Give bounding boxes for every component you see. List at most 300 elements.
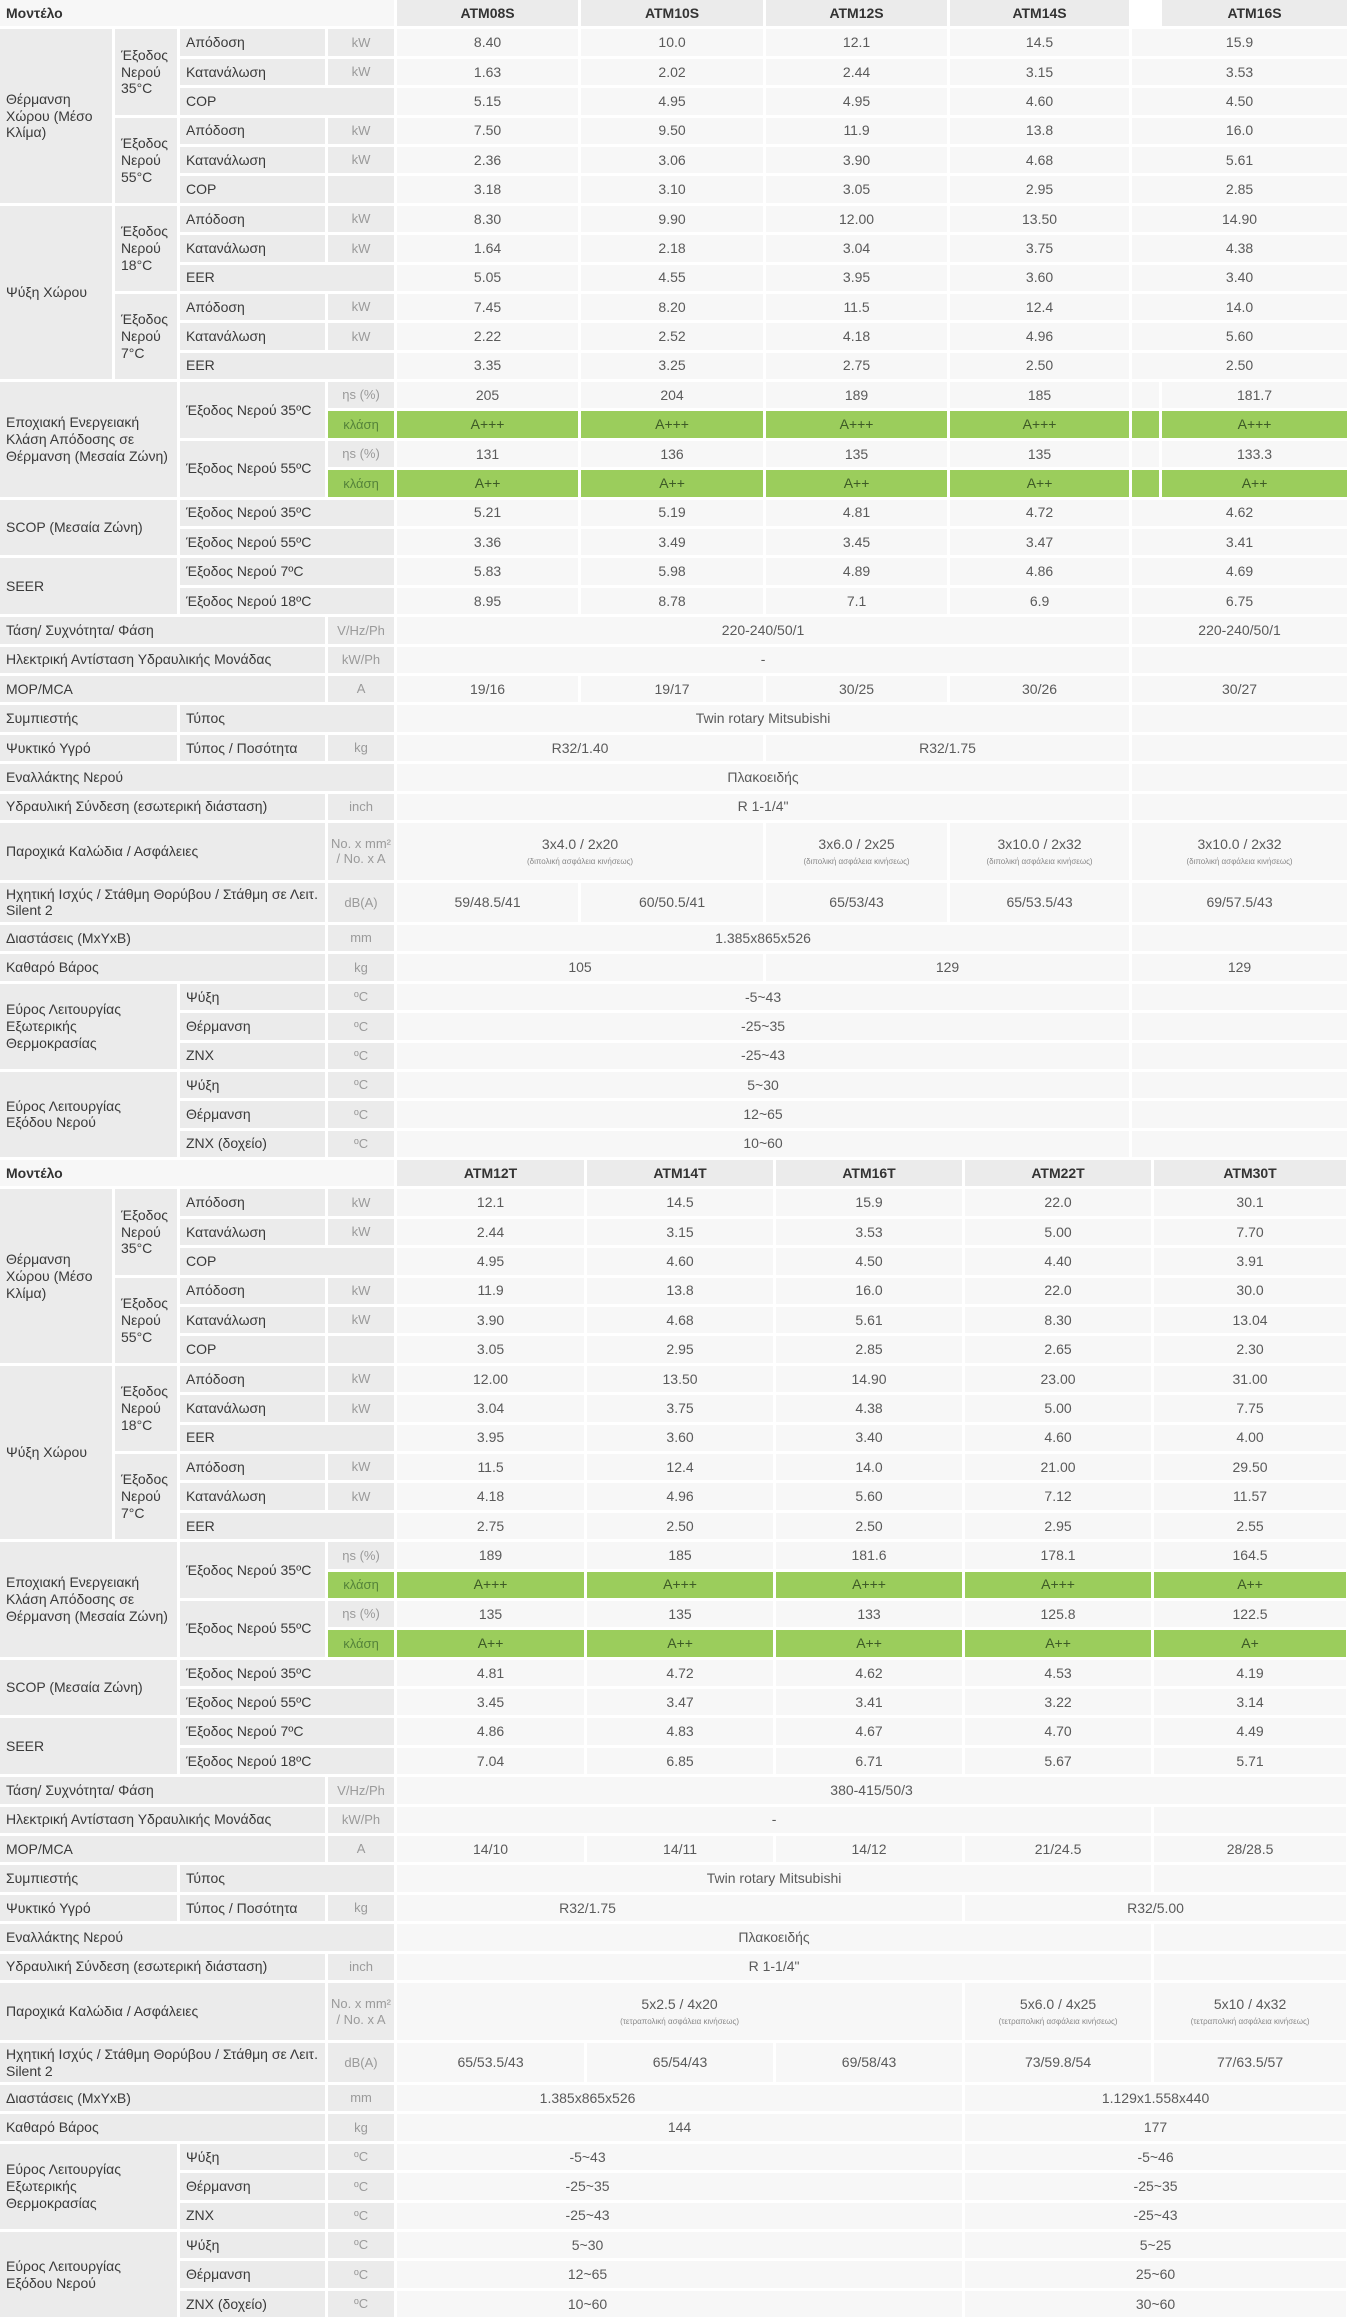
cell-text: 135: [844, 445, 869, 462]
empty-cell: [1132, 1043, 1347, 1069]
cell-text: 2.18: [658, 239, 686, 256]
value-cell: [397, 529, 578, 555]
model-header: [1154, 1160, 1346, 1186]
cell-text: A: [356, 681, 366, 697]
model-header: [397, 1160, 584, 1186]
cell-text: R32/1.40: [551, 739, 609, 756]
cell-text: 4.19: [1236, 1664, 1264, 1681]
cell-text: 4.49: [1236, 1723, 1264, 1740]
cell-text: kW: [351, 1312, 371, 1328]
cell-text: 3.25: [658, 357, 686, 374]
cell-text: 7.50: [473, 122, 502, 139]
cell-text: A+++: [839, 416, 874, 433]
table-row: [0, 1307, 1346, 1333]
cell-text: 181.6: [851, 1546, 887, 1563]
cell-text: 30.0: [1236, 1282, 1264, 1299]
value-cell: [766, 59, 947, 85]
cell-text: ZNX (δοχείο): [186, 2295, 267, 2312]
cell-text: 5x10 / 4x32: [1213, 1996, 1287, 2013]
cell-text: 2.30: [1236, 1341, 1264, 1358]
cell-text: Κατανάλωση: [186, 63, 266, 80]
value-cell: [1154, 1219, 1346, 1245]
value-cell: [397, 1836, 584, 1862]
value-cell: [397, 88, 578, 114]
cell-text: -5~43: [569, 2148, 606, 2165]
row-label: [0, 1542, 177, 1657]
value-cell: [397, 1366, 584, 1392]
row-label: [180, 353, 394, 379]
unit-cell: [328, 925, 394, 951]
value-cell: [766, 353, 947, 379]
value-cell: [950, 529, 1129, 555]
cell-text: 13.50: [1022, 210, 1058, 227]
cell-text: 2.36: [473, 151, 502, 168]
value-cell: [581, 382, 763, 408]
value-cell: [1132, 294, 1347, 320]
cell-text: 4.68: [1025, 151, 1054, 168]
cell-text: R 1-1/4": [748, 1958, 800, 1975]
value-cell: [581, 294, 763, 320]
value-cell: [1132, 206, 1347, 232]
value-cell: [1154, 1718, 1346, 1744]
cell-text: 189: [478, 1546, 503, 1563]
cell-text: 16.0: [1225, 122, 1254, 139]
value-cell: [581, 323, 763, 349]
empty-cell: [1132, 1072, 1347, 1098]
cell-text: Κατανάλωση: [186, 239, 266, 256]
value-cell: [397, 2043, 584, 2082]
value-cell: [965, 2232, 1346, 2258]
energy-class-value: [1162, 411, 1347, 437]
row-label: [0, 1983, 325, 2040]
value-cell: [950, 235, 1129, 261]
cell-text: dB(A): [344, 894, 378, 910]
cell-text: 105: [568, 959, 592, 976]
empty-cell: [1132, 647, 1347, 673]
table-row: [0, 206, 1347, 232]
cell-text: Έξοδος Νερού 35ºC: [186, 1561, 312, 1578]
row-label: [180, 529, 394, 555]
value-cell: [965, 1718, 1151, 1744]
row-label: [180, 500, 394, 526]
unit-cell: [328, 1072, 394, 1098]
cell-note: (διπολική ασφάλεια κινήσεως): [986, 857, 1093, 867]
cell-text: 2.50: [666, 1517, 694, 1534]
cell-text: 65/53.5/43: [457, 2054, 524, 2071]
empty-cell: [1132, 0, 1159, 26]
value-cell: [587, 1395, 773, 1421]
energy-class-value: [397, 470, 578, 496]
value-cell: [766, 29, 947, 55]
row-label: [0, 794, 325, 820]
table-row: [0, 1425, 1346, 1451]
cell-text: 3.47: [1025, 533, 1054, 550]
cell-text: ºC: [353, 2296, 369, 2312]
cell-text: 69/57.5/43: [1206, 894, 1273, 911]
unit-cell: [328, 617, 394, 643]
value-cell: [1154, 1983, 1346, 2040]
value-cell: [766, 323, 947, 349]
value-cell: [397, 647, 1129, 673]
energy-class-value: [766, 411, 947, 437]
row-label: [180, 1189, 325, 1215]
value-cell: [1132, 235, 1347, 261]
table-row: [0, 1865, 1346, 1891]
value-cell: [1132, 59, 1347, 85]
value-cell: [581, 88, 763, 114]
row-label: [0, 764, 394, 790]
cell-text: 3.22: [1044, 1693, 1072, 1710]
cell-text: 5.15: [473, 92, 502, 109]
unit-cell: [328, 823, 394, 880]
cell-text: ZNX: [186, 2207, 214, 2224]
value-cell: [587, 1336, 773, 1362]
table-row: [0, 1219, 1346, 1245]
value-cell: [950, 265, 1129, 291]
cell-text: 3.41: [855, 1693, 883, 1710]
unit-cell: [328, 2203, 394, 2229]
row-label: [0, 382, 177, 497]
value-cell: [965, 1601, 1151, 1627]
cell-text: 220-240/50/1: [721, 622, 805, 638]
table-row: [0, 147, 1347, 173]
value-cell: [965, 2043, 1151, 2082]
table-row: [0, 2144, 1346, 2170]
cell-text: 14/11: [663, 1840, 698, 1857]
value-cell: [766, 823, 947, 880]
value-cell: [581, 265, 763, 291]
unit-cell: [328, 1219, 394, 1245]
table-row: [0, 2085, 1346, 2111]
row-label: [180, 1718, 394, 1744]
cell-text: 3.15: [1025, 63, 1054, 80]
cell-text: 14.90: [1222, 210, 1258, 227]
row-label: [180, 2203, 325, 2229]
cell-text: 5.67: [1044, 1752, 1072, 1769]
value-cell: [950, 176, 1129, 202]
value-cell: [1154, 1513, 1346, 1539]
value-cell: [965, 1307, 1151, 1333]
value-cell: [766, 529, 947, 555]
value-cell: [581, 235, 763, 261]
cell-text: 4.60: [666, 1253, 694, 1270]
table-row: [0, 794, 1347, 820]
unit-cell: [328, 1777, 394, 1803]
cell-text: 4.40: [1044, 1253, 1072, 1270]
cell-text: kW/Ph: [341, 651, 381, 667]
value-cell: [1154, 1748, 1346, 1774]
table-row: [0, 0, 1347, 26]
row-label: [0, 1777, 325, 1803]
cell-text: 133: [857, 1605, 881, 1622]
value-cell: [397, 235, 578, 261]
cell-text: 5~30: [747, 1076, 779, 1093]
row-label: [180, 2144, 325, 2170]
value-cell: [950, 147, 1129, 173]
value-cell: [587, 1542, 773, 1568]
cell-text: Ηλεκτρική Αντίσταση Υδραυλικής Μονάδας: [6, 651, 272, 668]
table-row: [0, 1366, 1346, 1392]
value-cell: [1154, 1425, 1346, 1451]
row-label: [180, 88, 394, 114]
row-label: [180, 265, 394, 291]
cell-text: Έξοδος Νερού 55ºC: [186, 533, 312, 550]
cell-text: kW: [351, 34, 371, 50]
cell-text: Ψύξη: [186, 988, 220, 1005]
cell-text: 5~25: [1139, 2236, 1172, 2253]
value-cell: [1132, 176, 1347, 202]
cell-text: kW: [351, 1224, 371, 1240]
cell-text: Έξοδος Νερού 7ºC: [186, 563, 304, 580]
value-cell: [965, 1189, 1151, 1215]
cell-text: 2.22: [473, 328, 502, 345]
cell-text: Παροχικά Καλώδια / Ασφάλειες: [6, 843, 199, 860]
energy-class-value: [581, 470, 763, 496]
model-header: [581, 0, 763, 26]
table-row: [0, 676, 1347, 702]
cell-text: kW: [351, 1400, 371, 1416]
empty-cell: [1132, 735, 1347, 761]
cell-text: Θέρμανση: [186, 2266, 251, 2283]
cell-text: Τύπος / Ποσότητα: [186, 739, 298, 756]
value-cell: [397, 1748, 584, 1774]
cell-note: (διπολική ασφάλεια κινήσεως): [1186, 857, 1293, 867]
cell-text: 4.60: [1044, 1429, 1072, 1446]
value-cell: [776, 1219, 962, 1245]
value-cell: [397, 500, 578, 526]
cell-text: 1.129x1.558x440: [1101, 2089, 1210, 2106]
cell-text: 5.60: [1225, 328, 1254, 345]
value-cell: [965, 1983, 1151, 2040]
row-label: [0, 1865, 177, 1891]
cell-text: 4.95: [476, 1253, 505, 1270]
cell-text: mm: [350, 2090, 372, 2106]
value-cell: [587, 1248, 773, 1274]
value-cell: [1162, 441, 1347, 467]
value-cell: [397, 29, 578, 55]
cell-text: Συμπιεστής: [6, 1870, 79, 1887]
cell-text: EER: [186, 357, 215, 374]
spec-table-three-phase: [0, 1157, 1349, 2320]
value-cell: [397, 1718, 584, 1744]
cell-text: 3.60: [666, 1429, 694, 1446]
cell-text: kW: [351, 1459, 371, 1475]
cell-text: Μοντέλο: [6, 1164, 63, 1181]
cell-text: 4.69: [1225, 563, 1254, 580]
value-cell: [766, 676, 947, 702]
cell-text: Παροχικά Καλώδια / Ασφάλειες: [6, 2003, 199, 2020]
model-header: [766, 0, 947, 26]
cell-text: 13.50: [662, 1370, 698, 1387]
value-cell: [397, 1043, 1129, 1069]
cell-text: Υδραυλική Σύνδεση (εσωτερική διάσταση): [6, 1958, 268, 1975]
cell-text: 178.1: [1040, 1546, 1076, 1563]
value-cell: [766, 558, 947, 584]
cell-text: 13.8: [666, 1282, 694, 1299]
cell-text: 11.5: [843, 298, 870, 315]
row-label: [180, 1865, 394, 1891]
cell-text: Κατανάλωση: [186, 151, 266, 168]
cell-text: Twin rotary Mitsubishi: [706, 1870, 842, 1887]
value-cell: [397, 1924, 1151, 1950]
cell-text: 3.95: [842, 269, 871, 286]
cell-text: mm: [350, 930, 372, 946]
cell-text: 5.05: [473, 269, 502, 286]
row-label: [180, 705, 394, 731]
table-row: [0, 29, 1347, 55]
cell-text: 3.95: [476, 1429, 505, 1446]
row-label: [0, 2114, 325, 2140]
cell-text: ATM14S: [1012, 4, 1067, 21]
row-label: [180, 1072, 325, 1098]
value-cell: [587, 1278, 773, 1304]
value-cell: [965, 1454, 1151, 1480]
value-cell: [1154, 1248, 1346, 1274]
value-cell: [1132, 823, 1347, 880]
cell-text: Έξοδος Νερού 55ºC: [186, 1693, 312, 1710]
cell-text: 5.19: [658, 504, 686, 521]
cell-text: SCOP (Μεσαία Ζώνη): [6, 519, 143, 536]
value-cell: [587, 2043, 773, 2082]
cell-text: ATM10S: [644, 4, 700, 21]
cell-text: Ηχητική Ισχύς / Στάθμη Θορύβου / Στάθμη σε Λειτ. Silent 2: [6, 885, 318, 919]
cell-text: 7.70: [1236, 1223, 1264, 1240]
value-cell: [1132, 88, 1347, 114]
unit-cell: [328, 1395, 394, 1421]
cell-text: κλάση: [343, 1635, 379, 1651]
table-row: [0, 59, 1347, 85]
value-cell: [776, 1748, 962, 1774]
value-cell: [766, 235, 947, 261]
value-cell: [397, 2261, 962, 2287]
cell-text: 3.18: [473, 181, 502, 198]
value-cell: [965, 2261, 1346, 2287]
row-label: [180, 1689, 394, 1715]
cell-text: kg: [354, 740, 368, 756]
cell-text: Κατανάλωση: [186, 1488, 266, 1505]
value-cell: [1154, 1366, 1346, 1392]
value-cell: [965, 1278, 1151, 1304]
cell-text: 4.81: [842, 504, 871, 521]
cell-text: kg: [354, 2119, 368, 2135]
table-row: [0, 294, 1347, 320]
value-cell: [776, 1513, 962, 1539]
cell-text: 30~60: [1135, 2295, 1176, 2312]
cell-text: Έξοδος Νερού 18ºC: [186, 592, 312, 609]
unit-cell: [328, 1542, 394, 1568]
cell-text: Έξοδος Νερού 7°C: [121, 1471, 168, 1521]
cell-text: 30/26: [1022, 680, 1058, 697]
cell-text: 2.95: [1044, 1517, 1072, 1534]
cell-text: 9.90: [658, 210, 686, 227]
row-label: [180, 735, 325, 761]
cell-text: 15.9: [855, 1194, 883, 1211]
value-cell: [950, 206, 1129, 232]
table-row: [0, 382, 1347, 408]
cell-text: Ηλεκτρική Αντίσταση Υδραυλικής Μονάδας: [6, 1811, 272, 1828]
unit-cell: [328, 1454, 394, 1480]
row-label: [180, 1219, 325, 1245]
row-label: [0, 1366, 112, 1539]
value-cell: [1154, 1454, 1346, 1480]
value-cell: [581, 676, 763, 702]
value-cell: [397, 1189, 584, 1215]
unit-cell: [328, 2173, 394, 2199]
value-cell: [397, 353, 578, 379]
cell-text: ηs (%): [342, 1606, 380, 1622]
table-row: [0, 617, 1347, 643]
cell-text: COP: [186, 92, 217, 109]
cell-text: ºC: [353, 1018, 369, 1034]
empty-cell: [1132, 441, 1159, 467]
cell-text: kW: [351, 328, 371, 344]
cell-text: Πλακοειδής: [727, 768, 799, 785]
table-row: [0, 235, 1347, 261]
table-row: [0, 1954, 1346, 1980]
table-row: [0, 323, 1347, 349]
row-label: [180, 1895, 325, 1921]
cell-text: 2.52: [658, 328, 686, 345]
table-row: [0, 529, 1347, 555]
value-cell: [965, 2144, 1346, 2170]
value-cell: [397, 705, 1129, 731]
cell-text: A+++: [655, 416, 689, 433]
energy-class-value: [950, 411, 1129, 437]
row-label: [0, 1718, 177, 1774]
cell-text: ηs (%): [342, 446, 380, 462]
cell-text: 12.4: [666, 1458, 694, 1475]
value-cell: [397, 265, 578, 291]
row-label: [180, 1043, 325, 1069]
energy-class-value: [587, 1572, 773, 1598]
cell-text: 177: [1143, 2119, 1168, 2136]
cell-text: EER: [186, 269, 215, 286]
cell-text: A+++: [1022, 416, 1057, 433]
unit-cell: [328, 176, 394, 202]
energy-class-label: [328, 411, 394, 437]
row-label: [180, 382, 325, 438]
value-cell: [397, 2232, 962, 2258]
cell-text: -25~43: [741, 1047, 786, 1064]
value-cell: [950, 382, 1129, 408]
cell-text: 129: [1227, 959, 1252, 976]
table-row: [0, 441, 1347, 467]
cell-text: 4.50: [855, 1253, 883, 1270]
cell-text: 4.81: [476, 1664, 505, 1681]
value-cell: [581, 29, 763, 55]
cell-text: A+++: [1041, 1576, 1075, 1593]
value-cell: [965, 2173, 1346, 2199]
cell-text: 2.65: [1044, 1341, 1072, 1358]
row-label: [180, 1513, 394, 1539]
value-cell: [587, 1189, 773, 1215]
row-label: [180, 29, 325, 55]
value-cell: [587, 1660, 773, 1686]
value-cell: [965, 1219, 1151, 1245]
energy-class-value: [581, 411, 763, 437]
value-cell: [397, 323, 578, 349]
cell-text: ATM12T: [463, 1164, 518, 1181]
cell-text: 4.89: [842, 563, 871, 580]
value-cell: [397, 2173, 962, 2199]
energy-class-value: [1162, 470, 1347, 496]
cell-text: 220-240/50/1: [1198, 622, 1281, 638]
value-cell: [950, 29, 1129, 55]
value-cell: [397, 382, 578, 408]
table-row: [0, 2043, 1346, 2082]
energy-class-value: [965, 1630, 1151, 1656]
cell-text: 4.38: [1225, 239, 1254, 256]
